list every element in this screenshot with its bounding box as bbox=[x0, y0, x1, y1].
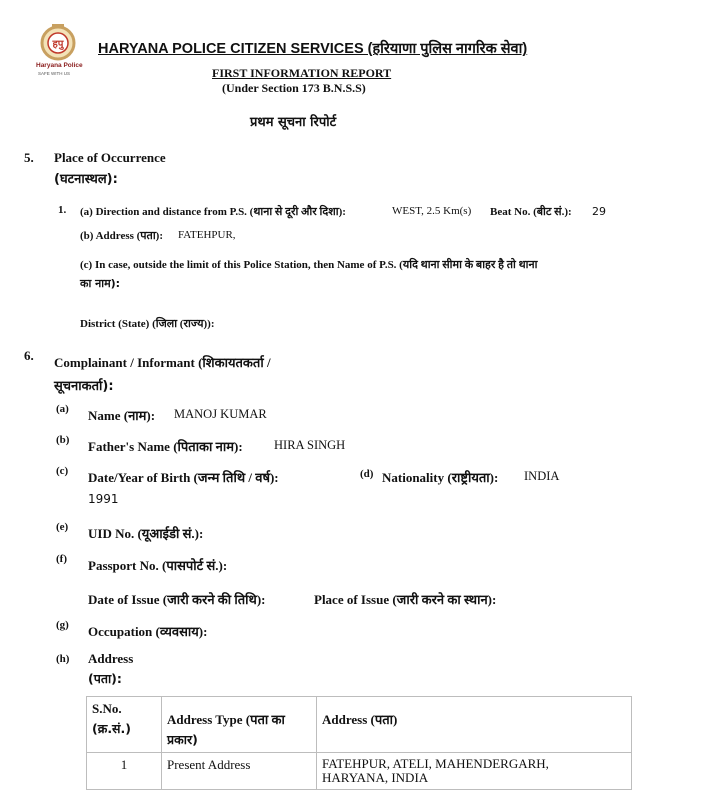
issue-place-label: Place of Issue (जारी करने का स्थान): bbox=[314, 592, 497, 607]
nationality-label: Nationality (राष्ट्रीयता): bbox=[382, 470, 499, 485]
name-value: MANOJ KUMAR bbox=[174, 407, 267, 421]
nationality-marker: (d) bbox=[360, 468, 374, 480]
header-type bbox=[162, 697, 317, 753]
header-type-label: Address Type (पता का bbox=[167, 712, 285, 727]
table-row bbox=[87, 753, 632, 790]
cell-address bbox=[317, 753, 632, 790]
name-marker: (a) bbox=[56, 403, 69, 415]
district-label: District (State) (जिला (राज्य)): bbox=[80, 318, 215, 330]
complainant-address-label-hindi: (पता): bbox=[88, 671, 122, 686]
dob-label: Date/Year of Birth (जन्म तिथि / वर्ष): bbox=[88, 470, 279, 485]
section-6-title-cont: सूचनाकर्ता): bbox=[54, 379, 114, 394]
section-5-item-number: 1. bbox=[58, 204, 67, 216]
uid-marker: (e) bbox=[56, 521, 69, 533]
name-label: Name (नाम): bbox=[88, 408, 156, 423]
issue-date-label: Date of Issue (जारी करने की तिथि): bbox=[88, 592, 266, 607]
father-marker: (b) bbox=[56, 434, 70, 446]
address-value: FATEHPUR, bbox=[178, 229, 236, 241]
header-sno-label: S.No. bbox=[92, 701, 122, 716]
section-5-title-hindi: (घटनास्थल): bbox=[54, 172, 118, 187]
svg-text:हपु: हपु bbox=[52, 39, 64, 50]
section-5-number: 5. bbox=[24, 150, 34, 165]
address-marker: (h) bbox=[56, 653, 70, 665]
passport-label: Passport No. (पासपोर्ट सं.): bbox=[88, 558, 228, 573]
page-title: HARYANA POLICE CITIZEN SERVICES (हरियाणा पुलिस नागरिक सेवा) bbox=[98, 41, 528, 57]
report-title-hindi: प्रथम सूचना रिपोर्ट bbox=[250, 115, 337, 130]
occupation-label: Occupation (व्यवसाय): bbox=[88, 624, 208, 639]
uid-label: UID No. (यूआईडी सं.): bbox=[88, 526, 204, 541]
address-table bbox=[86, 696, 632, 790]
dob-marker: (c) bbox=[56, 465, 69, 477]
beat-value: 29 bbox=[592, 205, 606, 218]
section-6-number: 6. bbox=[24, 348, 34, 363]
cell-address-line-2: HARYANA, INDIA bbox=[322, 770, 429, 785]
haryana-police-logo bbox=[30, 22, 86, 80]
dob-value: 1991 bbox=[88, 492, 119, 506]
header-type-hindi: प्रकार) bbox=[167, 732, 198, 747]
passport-marker: (f) bbox=[56, 553, 67, 565]
header-address-label: Address (पता) bbox=[322, 712, 398, 727]
cell-address-line-1: FATEHPUR, ATELI, MAHENDERGARH, bbox=[322, 756, 549, 771]
complainant-address-label: Address bbox=[88, 651, 134, 666]
beat-label: Beat No. (बीट सं.): bbox=[490, 206, 572, 218]
header-address bbox=[317, 697, 632, 753]
father-value: HIRA SINGH bbox=[274, 438, 346, 452]
report-section: (Under Section 173 B.N.S.S) bbox=[222, 81, 366, 95]
header-sno bbox=[87, 697, 162, 753]
cell-sno: 1 bbox=[87, 753, 162, 790]
cell-type: Present Address bbox=[162, 753, 317, 790]
outside-ps-label: (c) In case, outside the limit of this Police Station, then Name of P.S. (यदि थाना सीमा के बाहर है तो थाना bbox=[80, 259, 538, 271]
occupation-marker: (g) bbox=[56, 619, 69, 631]
direction-label: (a) Direction and distance from P.S. (थाना से दूरी और दिशा): bbox=[80, 206, 346, 218]
table-header-row bbox=[87, 697, 632, 753]
outside-ps-label-cont: का नाम): bbox=[80, 277, 121, 290]
nationality-value: INDIA bbox=[524, 469, 560, 483]
logo-subtext: SAFE WITH US bbox=[38, 71, 71, 76]
section-6-title: Complainant / Informant (शिकायतकर्ता / bbox=[54, 355, 271, 370]
direction-value: WEST, 2.5 Km(s) bbox=[392, 205, 472, 217]
header-sno-hindi: (क्र.सं.) bbox=[92, 721, 131, 736]
address-label: (b) Address (पता): bbox=[80, 230, 163, 242]
logo-text: Haryana Police bbox=[36, 62, 83, 69]
report-title: FIRST INFORMATION REPORT bbox=[212, 66, 392, 80]
section-5-title: Place of Occurrence bbox=[54, 150, 166, 165]
father-label: Father's Name (पिताका नाम): bbox=[88, 439, 243, 454]
